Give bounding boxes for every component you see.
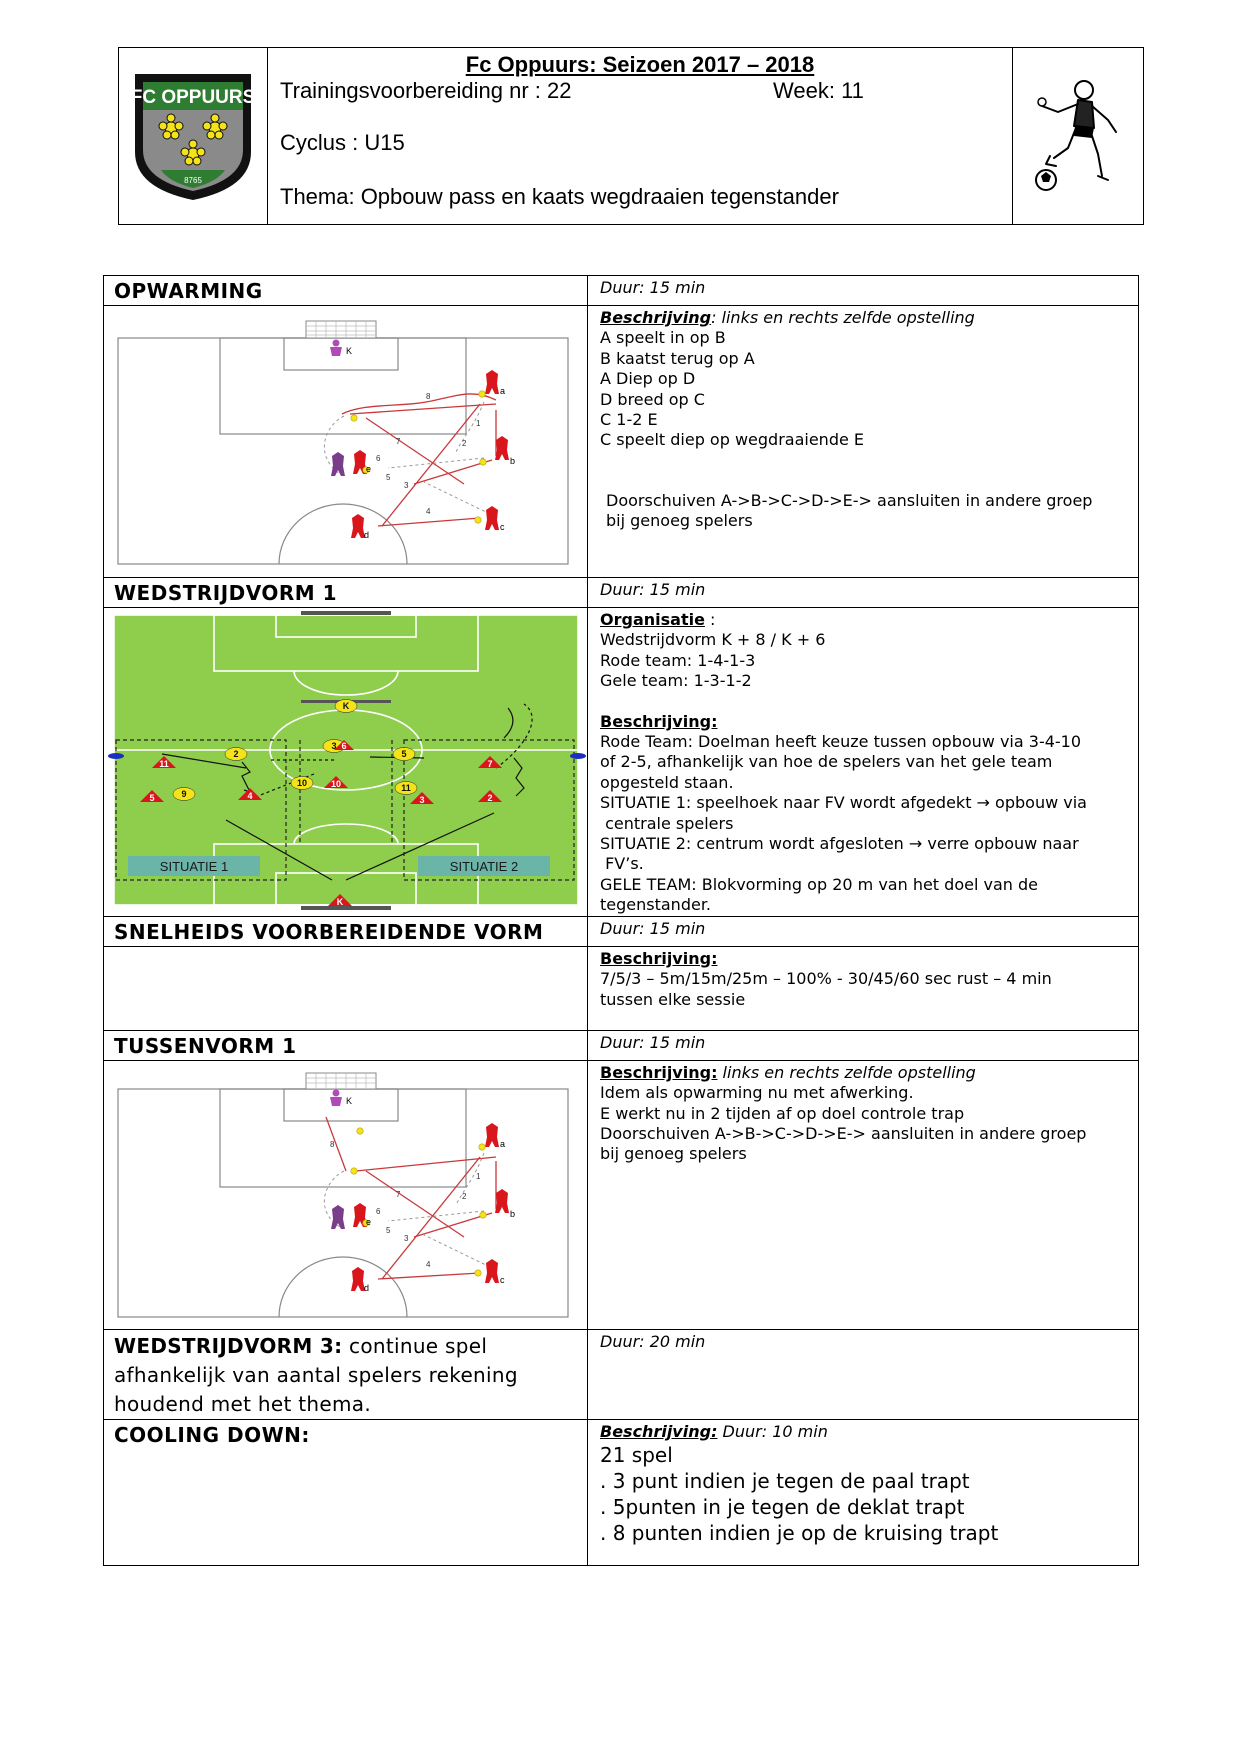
svg-text:6: 6 [376, 454, 381, 463]
training-table [103, 275, 1139, 1566]
svg-text:5: 5 [401, 749, 407, 759]
svg-text:11: 11 [401, 783, 411, 793]
training-number: Trainingsvoorbereiding nr : 22 [280, 78, 572, 103]
svg-text:e: e [366, 464, 372, 474]
svg-text:8765: 8765 [184, 176, 202, 185]
svg-text:d: d [364, 1282, 370, 1293]
svg-text:3: 3 [419, 795, 425, 805]
svg-text:4: 4 [426, 507, 431, 516]
svg-text:K: K [346, 346, 353, 356]
tussenvorm-description: Beschrijving: links en rechts zelfde opstelling Idem als opwarming nu met afwerking. E werkt nu in 2 tijden af op doel controle trap Doorschuiven A->B->C->D->E-> aansluiten in andere groep bij genoeg spelers [588, 1060, 1139, 1329]
svg-text:c: c [500, 522, 505, 532]
wedstrijdvorm3-title: WEDSTRIJDVORM 3: continue spel afhankelijk van aantal spelers rekening houdend met het thema. [104, 1329, 588, 1419]
cooling-row [104, 1419, 1139, 1565]
svg-text:b: b [510, 1208, 516, 1219]
svg-text:5: 5 [386, 473, 391, 482]
header-box [118, 47, 1144, 225]
svg-text:K: K [342, 701, 350, 711]
week-label: Week: 11 [773, 78, 864, 103]
cycle-label: Cyclus : U15 [280, 130, 405, 155]
svg-text:4: 4 [247, 791, 253, 801]
section-duration: Duur: 15 min [588, 1030, 1139, 1060]
wedstrijdvorm1-diagram-cell [104, 608, 588, 917]
svg-text:a: a [500, 386, 506, 396]
svg-text:8: 8 [426, 392, 431, 401]
svg-text:1: 1 [476, 1171, 481, 1181]
section-title: OPWARMING [104, 276, 588, 306]
svg-text:10: 10 [296, 778, 308, 788]
svg-text:5: 5 [149, 793, 155, 803]
snelheid-empty-cell [104, 946, 588, 1030]
svg-text:11: 11 [159, 759, 169, 769]
section-title: WEDSTRIJDVORM 1 [104, 578, 588, 608]
wedstrijdvorm1-header-row [104, 578, 1139, 608]
club-logo [131, 70, 255, 202]
section-duration: Duur: 15 min [588, 916, 1139, 946]
situatie-2-label: SITUATIE 2 [449, 859, 519, 874]
opwarming-description: Beschrijving: links en rechts zelfde opstelling A speelt in op B B kaatst terug op A A Diep op D D breed op C C 1-2 E C speelt diep op wegdraaiende E Doorschuiven A->B->C->D->E-> aansluiten in andere groep bij genoeg spelers [588, 306, 1139, 578]
wedstrijdvorm1-description: Organisatie : Wedstrijdvorm K + 8 / K + 6 Rode team: 1-4-1-3 Gele team: 1-3-1-2 Beschrijving: Rode Team: Doelman heeft keuze tussen opbouw via 3-4-10 of 2-5, afhankelijk van hoe de spelers van het gele team opgesteld staan. SITUATIE 1: speelhoek naar FV wordt afgedekt → opbouw via centrale spelers SITUATIE 2: centrum wordt afgesloten → verre opbouw naar FV’s. GELE TEAM: Blokvorming op 20 m van het doel van de tegenstander. [588, 608, 1139, 917]
cooling-description: Beschrijving: Duur: 10 min 21 spel . 3 punt indien je tegen de paal trapt . 5punten in je tegen de deklat trapt . 8 punten indien je op de kruising trapt [588, 1419, 1139, 1565]
section-title: TUSSENVORM 1 [104, 1030, 588, 1060]
svg-text:9: 9 [181, 789, 187, 799]
svg-text:2: 2 [462, 439, 467, 448]
snelheid-header-row [104, 916, 1139, 946]
opwarming-diagram-cell [104, 306, 588, 578]
svg-text:3: 3 [404, 1233, 409, 1243]
header-info [268, 48, 1012, 224]
svg-text:4: 4 [426, 1259, 431, 1269]
tussenvorm-header-row [104, 1030, 1139, 1060]
svg-text:8: 8 [330, 1139, 335, 1149]
svg-text:6: 6 [341, 741, 347, 751]
svg-text:3: 3 [331, 741, 337, 751]
svg-text:1: 1 [476, 419, 481, 428]
football-player-icon [1028, 76, 1128, 196]
wedstrijdvorm1-diagram [104, 608, 588, 913]
svg-text:2: 2 [233, 749, 239, 759]
svg-text:7: 7 [396, 437, 401, 446]
section-duration: Duur: 15 min [588, 578, 1139, 608]
opwarming-header-row [104, 276, 1139, 306]
svg-text:5: 5 [386, 1225, 391, 1235]
svg-text:b: b [510, 456, 516, 466]
opwarming-content-row [104, 306, 1139, 578]
keeper-figure [330, 1089, 352, 1106]
theme-label: Thema: Opbouw pass en kaats wegdraaien tegenstander [280, 184, 839, 209]
svg-text:K: K [346, 1095, 353, 1106]
snelheid-description: Beschrijving: 7/5/3 – 5m/15m/25m – 100% - 30/45/60 sec rust – 4 min tussen elke sessie [588, 946, 1139, 1030]
tussenvorm-diagram-cell [104, 1060, 588, 1329]
player-illustration-cell [1012, 48, 1143, 224]
section-duration: Duur: 20 min [588, 1329, 1139, 1419]
situatie-1-label: SITUATIE 1 [159, 859, 229, 874]
svg-text:FC OPPUURS: FC OPPUURS [131, 87, 255, 108]
svg-text:7: 7 [396, 1189, 401, 1199]
svg-text:K: K [336, 897, 344, 907]
svg-text:2: 2 [462, 1191, 467, 1201]
tussenvorm-diagram [104, 1061, 588, 1329]
season-title: Fc Oppuurs: Seizoen 2017 – 2018 [465, 52, 815, 77]
wedstrijdvorm1-content-row [104, 608, 1139, 917]
svg-text:7: 7 [487, 759, 493, 769]
svg-text:c: c [500, 1274, 505, 1285]
svg-text:3: 3 [404, 481, 409, 490]
snelheid-content-row [104, 946, 1139, 1030]
svg-text:e: e [366, 1216, 372, 1227]
section-duration: Duur: 15 min [588, 276, 1139, 306]
section-title: SNELHEIDS VOORBEREIDENDE VORM [104, 916, 588, 946]
section-title: COOLING DOWN: [104, 1419, 588, 1565]
keeper-figure [330, 340, 352, 357]
svg-text:a: a [500, 1138, 506, 1149]
svg-text:d: d [364, 530, 370, 540]
svg-text:2: 2 [487, 793, 493, 803]
wedstrijdvorm3-row [104, 1329, 1139, 1419]
svg-text:6: 6 [376, 1206, 381, 1216]
tussenvorm-content-row [104, 1060, 1139, 1329]
club-logo-cell [119, 48, 268, 224]
svg-text:10: 10 [330, 779, 342, 789]
opwarming-diagram [104, 306, 588, 577]
